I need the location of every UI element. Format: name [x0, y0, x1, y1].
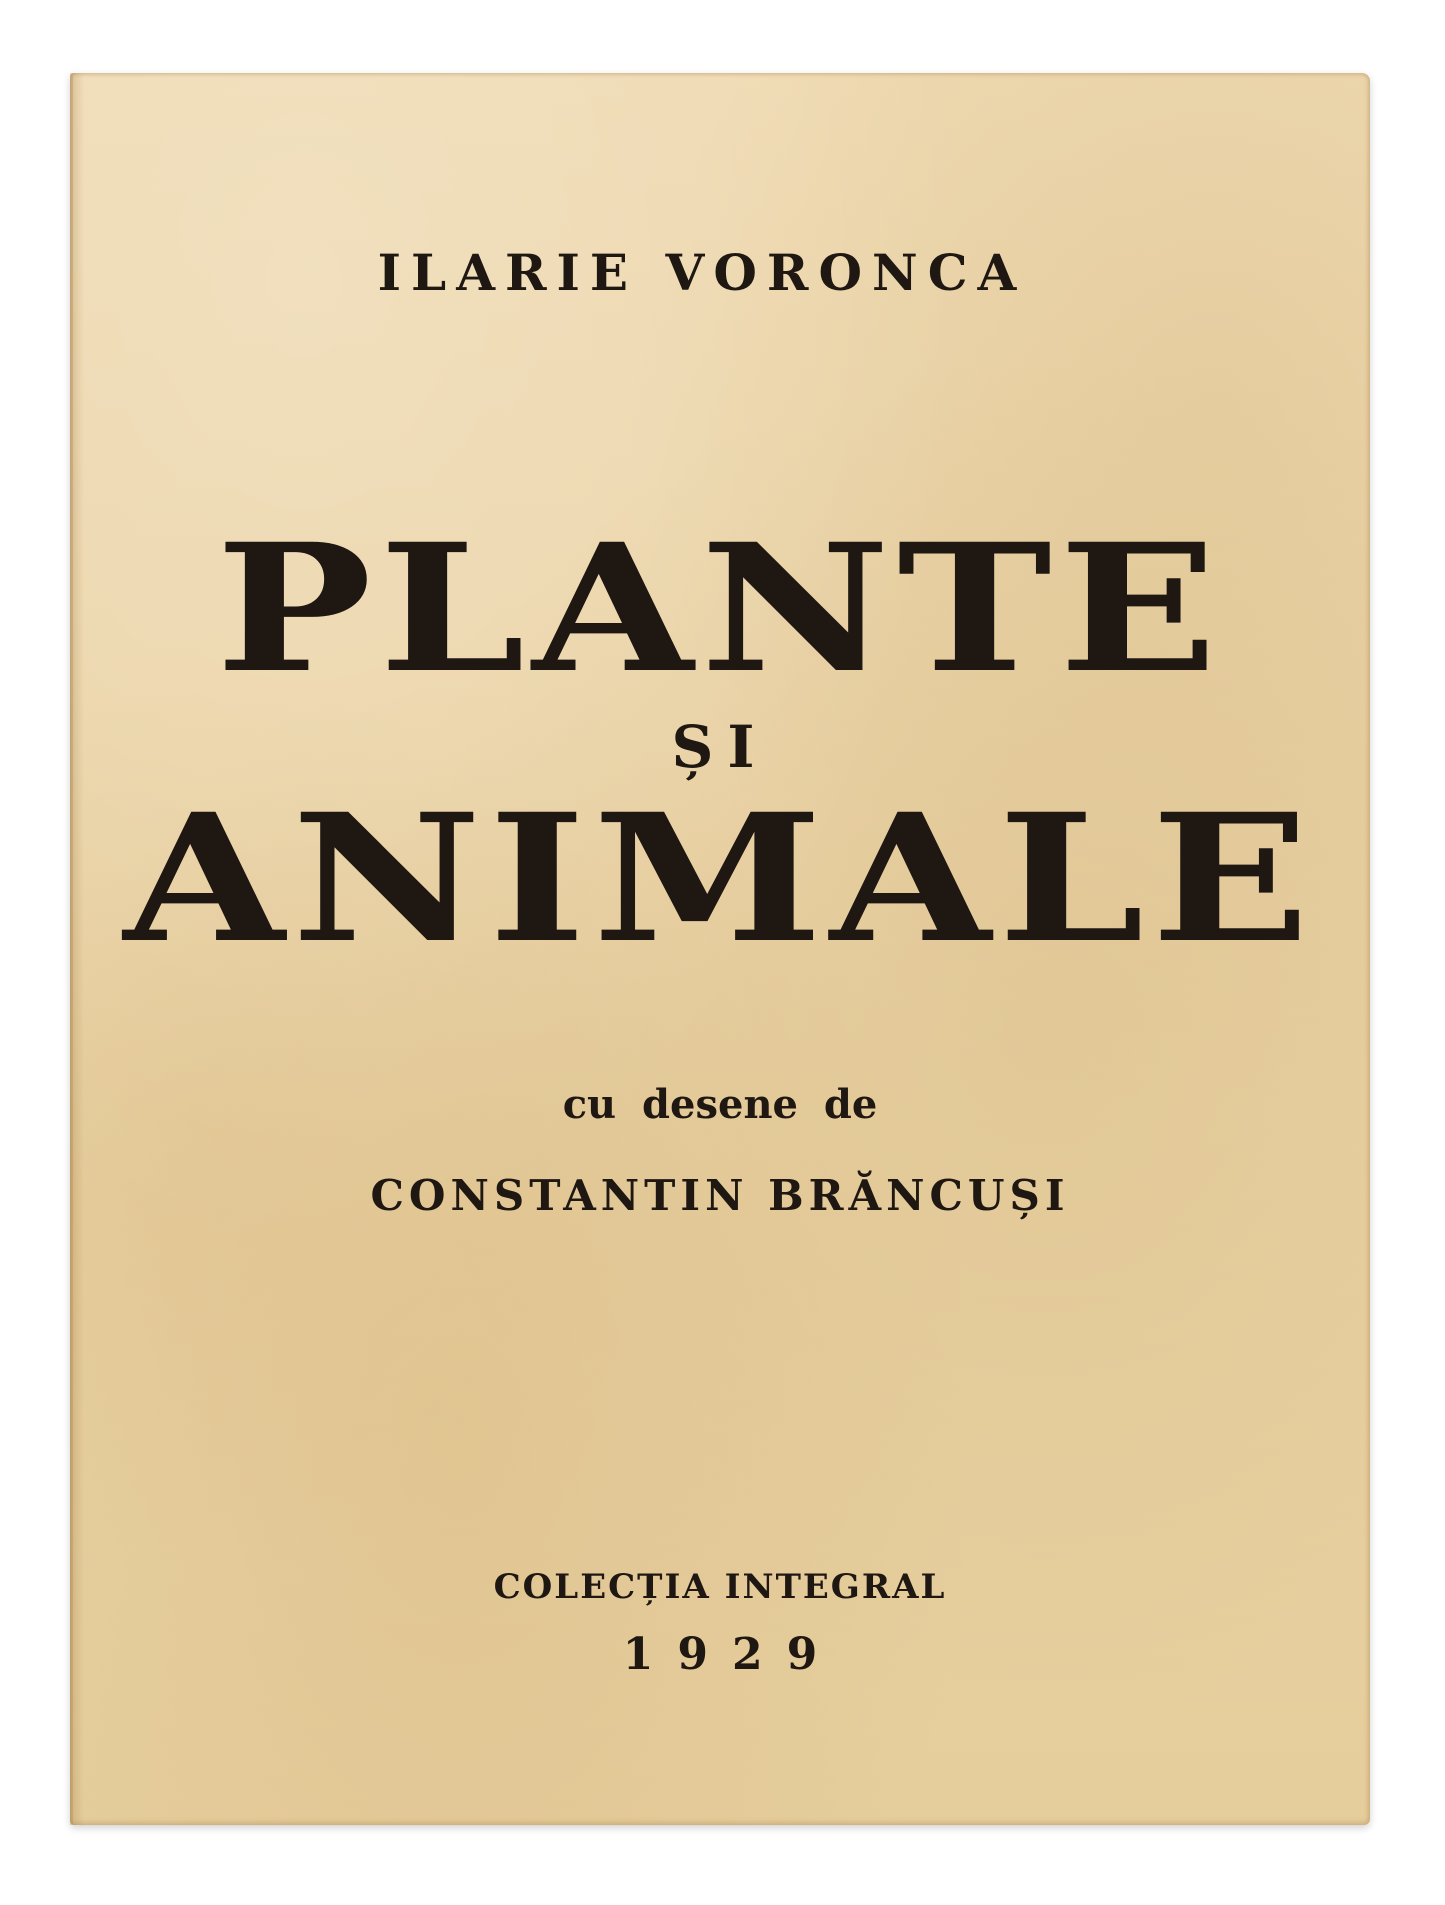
title-line-1: PLANTE [215, 505, 1225, 712]
subtitle: cu desene de [562, 1081, 878, 1128]
title-line-2: ANIMALE [123, 775, 1317, 982]
collection-name: COLECȚIA INTEGRAL [493, 1567, 947, 1607]
publication-year: 1929 [622, 1629, 842, 1680]
author-name: ILARIE VORONCA [377, 243, 1027, 302]
illustrator-name: CONSTANTIN BRĂNCUȘI [370, 1171, 1070, 1220]
book-cover [70, 73, 1370, 1825]
title-conjunction: ȘI [671, 713, 769, 781]
